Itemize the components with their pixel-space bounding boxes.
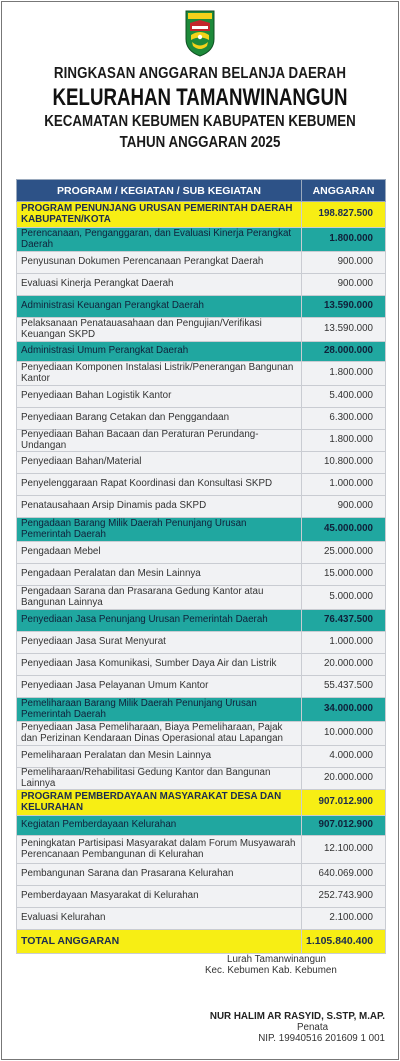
table-row — [17, 362, 386, 386]
row-label: Pembangunan Sarana dan Prasarana Kelurahan — [17, 864, 302, 886]
row-label: Penyediaan Barang Cetakan dan Penggandaan — [17, 408, 302, 430]
row-amount: 15.000.000 — [302, 564, 386, 586]
row-label: Penyediaan Bahan/Material — [17, 452, 302, 474]
signature-title-block — [205, 954, 400, 976]
row-label: PROGRAM PENUNJANG URUSAN PEMERINTAH DAERAH KABUPATEN/KOTA — [17, 202, 302, 228]
row-amount: 900.000 — [302, 252, 386, 274]
signatory-name: NUR HALIM AR RASYID, S.STP, M.AP. — [209, 1011, 385, 1022]
row-amount: 900.000 — [302, 274, 386, 296]
row-label: Penyediaan Jasa Komunikasi, Sumber Daya Air dan Listrik — [17, 654, 302, 676]
table-row — [17, 318, 386, 342]
signature-name-block — [200, 1011, 385, 1044]
table-row — [17, 452, 386, 474]
row-amount: 1.800.000 — [302, 228, 386, 252]
row-label: Pelaksanaan Penatauasahaan dan Pengujian/Verifikasi Keuangan SKPD — [17, 318, 302, 342]
row-amount: 4.000.000 — [302, 746, 386, 768]
row-amount: 25.000.000 — [302, 542, 386, 564]
signatory-nip: NIP. 19940516 201609 1 001 — [258, 1033, 385, 1044]
row-amount: 5.000.000 — [302, 586, 386, 610]
row-label: PROGRAM PEMBERDAYAAN MASYARAKAT DESA DAN KELURAHAN — [17, 790, 302, 816]
row-amount: 2.100.000 — [302, 908, 386, 930]
column-header-program: PROGRAM / KEGIATAN / SUB KEGIATAN — [17, 180, 302, 202]
row-label: Pengadaan Peralatan dan Mesin Lainnya — [17, 564, 302, 586]
row-amount: 1.800.000 — [302, 362, 386, 386]
table-row-subprogram — [17, 816, 386, 836]
row-label: Penatausahaan Arsip Dinamis pada SKPD — [17, 496, 302, 518]
table-row — [17, 408, 386, 430]
table-row-program — [17, 202, 386, 228]
row-label: Pemeliharaan Peralatan dan Mesin Lainnya — [17, 746, 302, 768]
table-row — [17, 836, 386, 864]
row-label: Pemberdayaan Masyarakat di Kelurahan — [17, 886, 302, 908]
row-label: Administrasi Keuangan Perangkat Daerah — [17, 296, 302, 318]
budget-table-body — [17, 202, 386, 954]
row-label: Penyediaan Jasa Surat Menyurat — [17, 632, 302, 654]
row-label: Evaluasi Kinerja Perangkat Daerah — [17, 274, 302, 296]
row-amount: 13.590.000 — [302, 296, 386, 318]
row-label: Evaluasi Kelurahan — [17, 908, 302, 930]
row-label: Penyediaan Jasa Penunjang Urusan Pemerintah Daerah — [17, 610, 302, 632]
total-label: TOTAL ANGGARAN — [17, 930, 302, 954]
row-amount: 76.437.500 — [302, 610, 386, 632]
table-row — [17, 768, 386, 790]
table-row-program — [17, 790, 386, 816]
signature-title-line-1: Lurah Tamanwinangun — [227, 954, 326, 965]
table-row-subprogram — [17, 610, 386, 632]
title-line-2: KELURAHAN TAMANWINANGUN — [52, 84, 348, 111]
row-amount: 6.300.000 — [302, 408, 386, 430]
row-label: Administrasi Umum Perangkat Daerah — [17, 342, 302, 362]
row-label: Penyediaan Komponen Instalasi Listrik/Penerangan Bangunan Kantor — [17, 362, 302, 386]
table-row — [17, 908, 386, 930]
table-row — [17, 632, 386, 654]
row-amount: 20.000.000 — [302, 768, 386, 790]
row-label: Penyusunan Dokumen Perencanaan Perangkat Daerah — [17, 252, 302, 274]
row-amount: 1.000.000 — [302, 632, 386, 654]
budget-table — [16, 179, 386, 954]
table-row-total — [17, 930, 386, 954]
signatory-rank: Penata — [296, 1022, 329, 1033]
table-row — [17, 274, 386, 296]
table-row — [17, 586, 386, 610]
row-label: Pengadaan Sarana dan Prasarana Gedung Kantor atau Bangunan Lainnya — [17, 586, 302, 610]
row-label: Pemeliharaan/Rehabilitasi Gedung Kantor dan Bangunan Lainnya — [17, 768, 302, 790]
row-label: Pengadaan Mebel — [17, 542, 302, 564]
table-row — [17, 886, 386, 908]
table-row-subprogram — [17, 296, 386, 318]
table-row-subprogram — [17, 698, 386, 722]
row-label: Penyediaan Bahan Bacaan dan Peraturan Perundang-Undangan — [17, 430, 302, 452]
row-label: Pengadaan Barang Milik Daerah Penunjang Urusan Pemerintah Daerah — [17, 518, 302, 542]
table-row — [17, 746, 386, 768]
row-amount: 1.800.000 — [302, 430, 386, 452]
signature-title-line-2: Kec. Kebumen Kab. Kebumen — [205, 965, 337, 976]
table-row — [17, 676, 386, 698]
row-label: Pemeliharaan Barang Milik Daerah Penunjang Urusan Pemerintah Daerah — [17, 698, 302, 722]
title-line-4: TAHUN ANGGARAN 2025 — [119, 134, 281, 151]
table-row-subprogram — [17, 342, 386, 362]
row-label: Penyediaan Jasa Pemeliharaan, Biaya Pemeliharaan, Pajak dan Perizinan Kendaraan Dinas Operasional atau Lapangan — [17, 722, 302, 746]
total-amount: 1.105.840.400 — [302, 930, 386, 954]
row-amount: 10.000.000 — [302, 722, 386, 746]
table-row — [17, 654, 386, 676]
row-amount: 252.743.900 — [302, 886, 386, 908]
column-header-amount: ANGGARAN — [302, 180, 386, 202]
row-amount: 55.437.500 — [302, 676, 386, 698]
row-amount: 34.000.000 — [302, 698, 386, 722]
kebumen-regency-crest-icon — [183, 9, 217, 57]
row-amount: 900.000 — [302, 496, 386, 518]
row-amount: 45.000.000 — [302, 518, 386, 542]
row-amount: 5.400.000 — [302, 386, 386, 408]
table-row — [17, 430, 386, 452]
row-amount: 907.012.900 — [302, 816, 386, 836]
table-header-row — [17, 180, 386, 202]
table-row-subprogram — [17, 518, 386, 542]
row-label: Penyediaan Jasa Pelayanan Umum Kantor — [17, 676, 302, 698]
title-line-1: RINGKASAN ANGGARAN BELANJA DAERAH — [53, 65, 347, 82]
title-line-3: KECAMATAN KEBUMEN KABUPATEN KEBUMEN — [44, 113, 356, 130]
row-label: Penyediaan Bahan Logistik Kantor — [17, 386, 302, 408]
row-amount: 1.000.000 — [302, 474, 386, 496]
table-row — [17, 722, 386, 746]
row-label: Perencanaan, Penganggaran, dan Evaluasi Kinerja Perangkat Daerah — [17, 228, 302, 252]
table-row — [17, 564, 386, 586]
table-row — [17, 386, 386, 408]
row-amount: 640.069.000 — [302, 864, 386, 886]
document-title-block — [0, 65, 400, 152]
table-row-subprogram — [17, 228, 386, 252]
row-amount: 20.000.000 — [302, 654, 386, 676]
row-amount: 12.100.000 — [302, 836, 386, 864]
table-row — [17, 496, 386, 518]
row-amount: 10.800.000 — [302, 452, 386, 474]
row-label: Kegiatan Pemberdayaan Kelurahan — [17, 816, 302, 836]
table-row — [17, 474, 386, 496]
row-label: Penyelenggaraan Rapat Koordinasi dan Konsultasi SKPD — [17, 474, 302, 496]
row-amount: 907.012.900 — [302, 790, 386, 816]
table-row — [17, 542, 386, 564]
row-amount: 198.827.500 — [302, 202, 386, 228]
table-row — [17, 864, 386, 886]
row-amount: 28.000.000 — [302, 342, 386, 362]
table-row — [17, 252, 386, 274]
row-label: Peningkatan Partisipasi Masyarakat dalam Forum Musyawarah Perencanaan Pembangunan di Kelurahan — [17, 836, 302, 864]
row-amount: 13.590.000 — [302, 318, 386, 342]
